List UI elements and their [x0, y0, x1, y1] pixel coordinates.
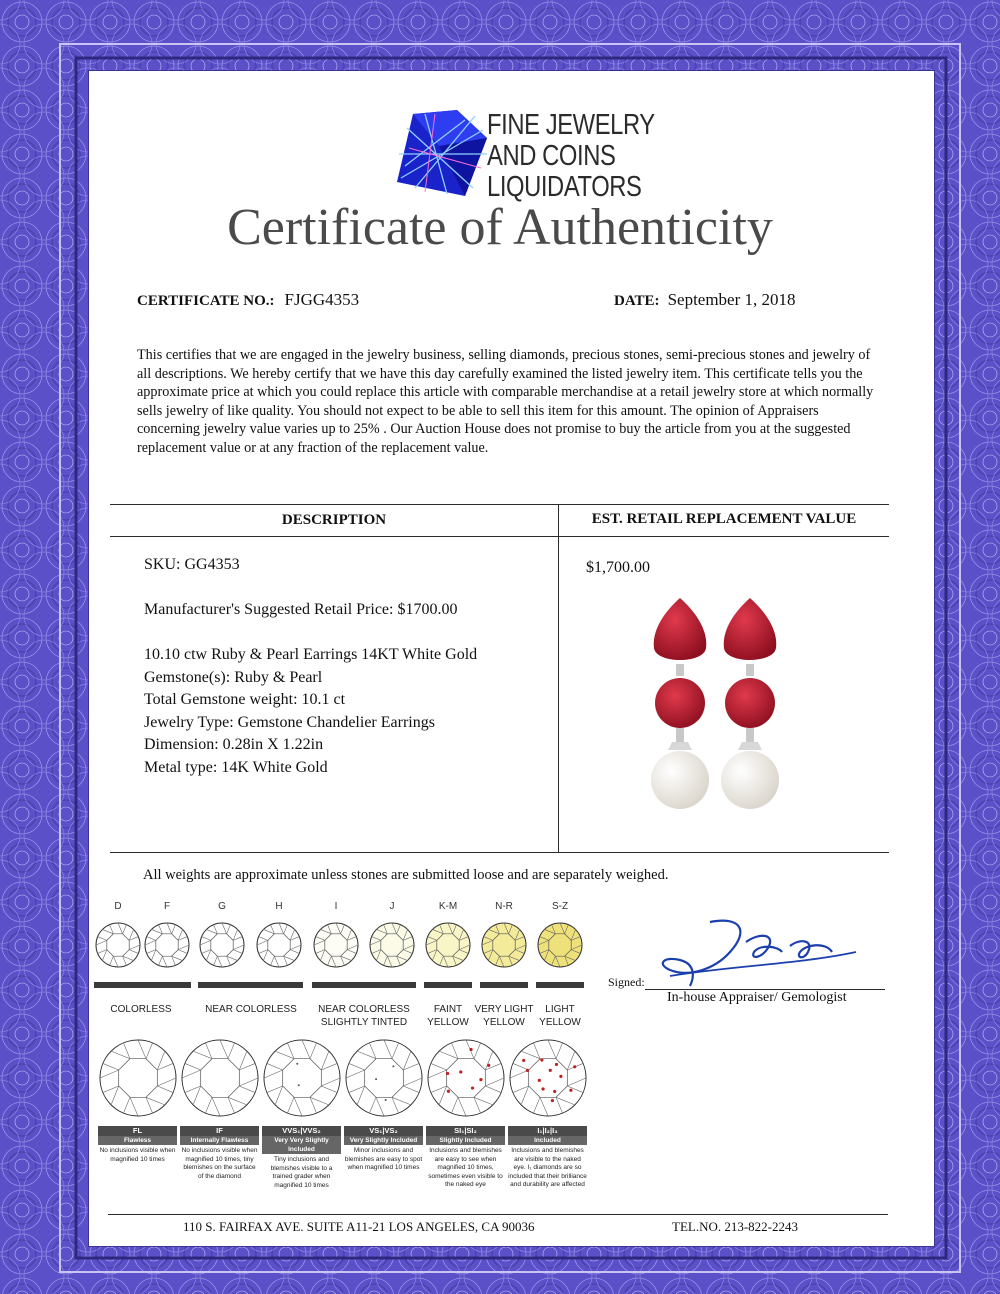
- clarity-grade-name: Flawless: [98, 1136, 177, 1145]
- clarity-grade-code: FL: [98, 1126, 177, 1136]
- color-group-bar: [312, 982, 416, 988]
- item-details: [144, 644, 477, 779]
- detail-line: Metal type: 14K White Gold: [144, 758, 328, 776]
- color-grade-letter: D: [114, 901, 122, 912]
- color-grade-letter: I: [334, 901, 338, 912]
- clarity-grade-code: SI₁|SI₂: [426, 1126, 505, 1136]
- detail-line: Gemstone(s): Ruby & Pearl: [144, 668, 323, 686]
- color-group-bar: [94, 982, 191, 988]
- color-grade-letter: F: [163, 901, 171, 912]
- color-grade-diamond: [538, 923, 582, 967]
- clarity-grade: [344, 1126, 423, 1173]
- clarity-grade-diamond: [346, 1040, 422, 1116]
- clarity-grade-name: Slightly Included: [426, 1136, 505, 1145]
- logo-line-1: FINE JEWELRY: [487, 109, 655, 141]
- clarity-grade-description: Minor inclusions and blemishes are easy to spot when magnified 10 times: [344, 1147, 423, 1171]
- color-scale-diamonds: [90, 912, 600, 1012]
- color-group-label: LIGHT YELLOW: [539, 1004, 581, 1028]
- clarity-grade-diamond: [182, 1040, 258, 1116]
- color-grade-diamond: [426, 923, 470, 967]
- detail-line: Jewelry Type: Gemstone Chandelier Earrings: [144, 713, 435, 731]
- msrp: Manufacturer's Suggested Retail Price: $1700.00: [144, 601, 458, 618]
- clarity-grade-code: IF: [180, 1126, 259, 1136]
- table-header-rule: [110, 536, 889, 537]
- replacement-value: $1,700.00: [586, 559, 650, 576]
- clarity-grade-name: Very Slightly Included: [344, 1136, 423, 1145]
- color-group-label: NEAR COLORLESS: [205, 1004, 297, 1015]
- color-group-label: NEAR COLORLESS SLIGHTLY TINTED: [318, 1004, 410, 1028]
- clarity-grade-name: Internally Flawless: [180, 1136, 259, 1145]
- page-title: Certificate of Authenticity: [227, 199, 773, 256]
- color-group-label: VERY LIGHT YELLOW: [474, 1004, 534, 1028]
- color-grade-diamond: [370, 923, 414, 967]
- date-row: [614, 290, 796, 310]
- clarity-grade-description: Inclusions and blemishes are easy to see when magnified 10 times, sometimes even visible to the naked eye: [428, 1147, 503, 1188]
- table-bottom-rule: [110, 852, 889, 853]
- color-group-label: COLORLESS: [110, 1004, 172, 1015]
- certificate-number-row: [137, 290, 359, 310]
- color-group-bar: [536, 982, 584, 988]
- signed-label: Signed:: [608, 975, 645, 989]
- date-label: DATE:: [614, 293, 660, 309]
- detail-line: Dimension: 0.28in X 1.22in: [144, 736, 324, 753]
- color-grade-letter: G: [218, 901, 226, 912]
- clarity-grade-diamond: [510, 1040, 586, 1116]
- footer-phone: TEL.NO. 213-822-2243: [672, 1219, 799, 1234]
- gem-logo-icon: [395, 108, 495, 200]
- color-grade-letter: J: [389, 901, 395, 912]
- color-group-bar: [480, 982, 528, 988]
- color-grade-letter: S-Z: [551, 901, 569, 912]
- table-column-divider: [558, 504, 559, 852]
- color-group-label: FAINT YELLOW: [427, 1004, 469, 1028]
- clarity-grade-diamond: [428, 1040, 504, 1116]
- clarity-grade-code: VS₁|VS₂: [344, 1126, 423, 1136]
- color-group-bar: [198, 982, 303, 988]
- color-group-bar: [424, 982, 472, 988]
- clarity-scale-diamonds: [98, 1032, 588, 1128]
- detail-line: 10.10 ctw Ruby & Pearl Earrings 14KT White Gold: [144, 646, 478, 663]
- clarity-grade-description: No inclusions visible when magnified 10 times: [99, 1147, 176, 1163]
- logo-line-2: AND COINS: [487, 140, 616, 172]
- clarity-grade: [180, 1126, 259, 1181]
- clarity-grade-code: VVS₁|VVS₂: [262, 1126, 341, 1136]
- logo-line-3: LIQUIDATORS: [487, 171, 642, 203]
- color-grade-letter: N-R: [495, 901, 513, 912]
- footer-address: 110 S. FAIRFAX AVE. SUITE A11-21 LOS ANGELES, CA 90036: [183, 1219, 535, 1234]
- color-grade-diamond: [482, 923, 526, 967]
- clarity-grade: [262, 1126, 341, 1190]
- earrings-photo: [640, 592, 810, 832]
- clarity-grade-name: Very Very Slightly Included: [262, 1136, 341, 1154]
- appraiser-title: In-house Appraiser/ Gemologist: [667, 990, 847, 1005]
- color-grade-letter: H: [275, 901, 283, 912]
- sku: SKU: GG4353: [144, 556, 240, 573]
- value-header: EST. RETAIL REPLACEMENT VALUE: [591, 511, 857, 527]
- color-grade-diamond: [257, 923, 301, 967]
- color-grade-diamond: [200, 923, 244, 967]
- clarity-grade-diamond: [100, 1040, 176, 1116]
- weights-note: All weights are approximate unless stones are submitted loose and are separately weighed.: [143, 867, 669, 883]
- color-grade-diamond: [96, 923, 140, 967]
- detail-line: Total Gemstone weight: 10.1 ct: [144, 691, 346, 708]
- color-grade-diamond: [145, 923, 189, 967]
- certificate-number: FJGG4353: [284, 290, 360, 309]
- clarity-grade: [508, 1126, 587, 1190]
- intro-paragraph: This certifies that we are engaged in the jewelry business, selling diamonds, precious stones, semi-precious stones and jewelry of all descriptions. We hereby certify that we have this day carefully examined the listed jewelry item. This certificate tells you the approximate price at which you could replace this article with comparable merchandise at a retail jewelry store at which normally sells jewelry of like quality. You should not expect to be able to sell this item for this amount. The opinion of Appraisers concerning jewelry value varies up to 25% . Our Auction House does not promise to buy the article from you at the suggested replacement value or at any fraction of the replacement value.: [137, 347, 874, 456]
- logo-wordmark: [487, 110, 655, 203]
- color-grade-diamond: [314, 923, 358, 967]
- clarity-grade-description: No inclusions visible when magnified 10 times, tiny blemishes on the surface of the diamond: [181, 1147, 258, 1180]
- clarity-grade-diamond: [264, 1040, 340, 1116]
- color-grade-letter: K-M: [438, 901, 458, 912]
- appraiser-signature: [650, 912, 870, 992]
- clarity-grade-name: Included: [508, 1136, 587, 1145]
- clarity-grade-code: I₁|I₂|I₃: [508, 1126, 587, 1136]
- footer-rule: [108, 1214, 888, 1215]
- certificate-date: September 1, 2018: [667, 290, 796, 309]
- clarity-grade-description: Tiny inclusions and blemishes visible to a trained grader when magnified 10 times: [270, 1156, 333, 1189]
- description-header: DESCRIPTION: [281, 512, 387, 528]
- clarity-grade: [98, 1126, 177, 1164]
- clarity-grade-description: Inclusions and blemishes are visible to the naked eye. I₁ diamonds are so included that their brilliance and durability are affected: [508, 1147, 587, 1188]
- clarity-grade: [426, 1126, 505, 1190]
- certificate-number-label: CERTIFICATE NO.:: [137, 293, 275, 309]
- table-top-rule: [110, 504, 889, 505]
